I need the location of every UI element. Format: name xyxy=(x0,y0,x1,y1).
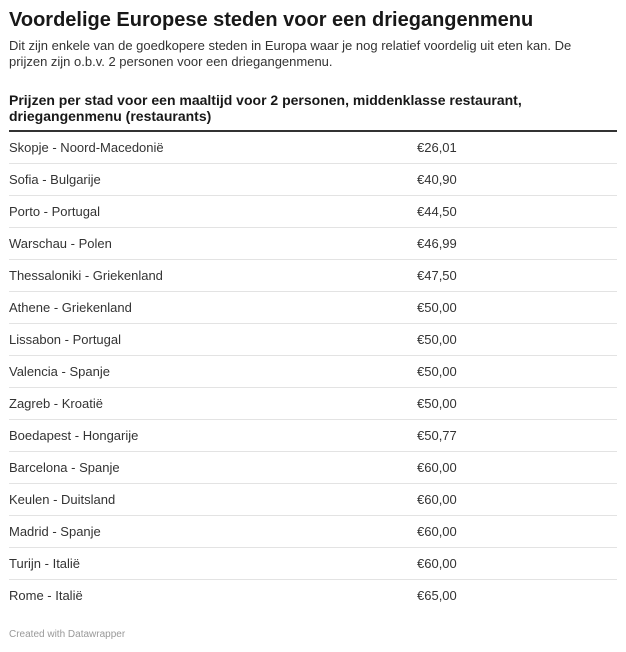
city-cell: Boedapest - Hongarije xyxy=(9,428,139,443)
table-row xyxy=(9,164,617,196)
table-row xyxy=(9,484,617,516)
city-cell: Lissabon - Portugal xyxy=(9,332,122,347)
price-cell: €50,00 xyxy=(417,300,457,315)
city-cell: Keulen - Duitsland xyxy=(9,492,116,507)
table-row xyxy=(9,452,617,484)
city-cell: Madrid - Spanje xyxy=(9,524,101,539)
price-cell: €50,00 xyxy=(417,364,457,379)
city-cell: Athene - Griekenland xyxy=(9,300,132,315)
table-row xyxy=(9,548,617,580)
table-row xyxy=(9,292,617,324)
price-cell: €65,00 xyxy=(417,588,457,603)
price-cell: €50,00 xyxy=(417,396,457,411)
price-cell: €26,01 xyxy=(417,140,457,155)
city-cell: Valencia - Spanje xyxy=(9,364,110,379)
table-row xyxy=(9,516,617,548)
price-cell: €50,77 xyxy=(417,428,457,443)
table-row xyxy=(9,228,617,260)
price-cell: €60,00 xyxy=(417,524,457,539)
price-cell: €50,00 xyxy=(417,332,457,347)
price-cell: €60,00 xyxy=(417,556,457,571)
city-cell: Turijn - Italië xyxy=(9,556,81,571)
table-row xyxy=(9,132,617,164)
table-row xyxy=(9,388,617,420)
table-row xyxy=(9,196,617,228)
price-cell: €46,99 xyxy=(417,236,457,251)
price-cell: €60,00 xyxy=(417,460,457,475)
city-cell: Barcelona - Spanje xyxy=(9,460,120,475)
page-title: Voordelige Europese steden voor een driegangenmenu xyxy=(9,9,534,31)
city-cell: Warschau - Polen xyxy=(9,236,112,251)
city-cell: Zagreb - Kroatië xyxy=(9,396,103,411)
table-row xyxy=(9,324,617,356)
price-cell: €60,00 xyxy=(417,492,457,507)
city-cell: Porto - Portugal xyxy=(9,204,101,219)
table-row xyxy=(9,260,617,292)
table-row xyxy=(9,580,617,611)
price-cell: €44,50 xyxy=(417,204,457,219)
city-cell: Sofia - Bulgarije xyxy=(9,172,101,187)
price-cell: €40,90 xyxy=(417,172,457,187)
city-cell: Thessaloniki - Griekenland xyxy=(9,268,163,283)
price-cell: €47,50 xyxy=(417,268,457,283)
table-row xyxy=(9,420,617,452)
city-cell: Skopje - Noord-Macedonië xyxy=(9,140,164,155)
page-description: Dit zijn enkele van de goedkopere steden in Europa waar je nog relatief voordelig uit eten kan. De prijzen zijn o.b.v. 2 personen voor een driegangenmenu. xyxy=(9,38,572,69)
table-row xyxy=(9,356,617,388)
datawrapper-credit: Created with Datawrapper xyxy=(9,629,126,640)
table-column-header: Prijzen per stad voor een maaltijd voor 2 personen, middenklasse restaurant, driegangenmenu (restaurants) xyxy=(9,92,617,132)
city-cell: Rome - Italië xyxy=(9,588,83,603)
table-body xyxy=(9,132,617,611)
